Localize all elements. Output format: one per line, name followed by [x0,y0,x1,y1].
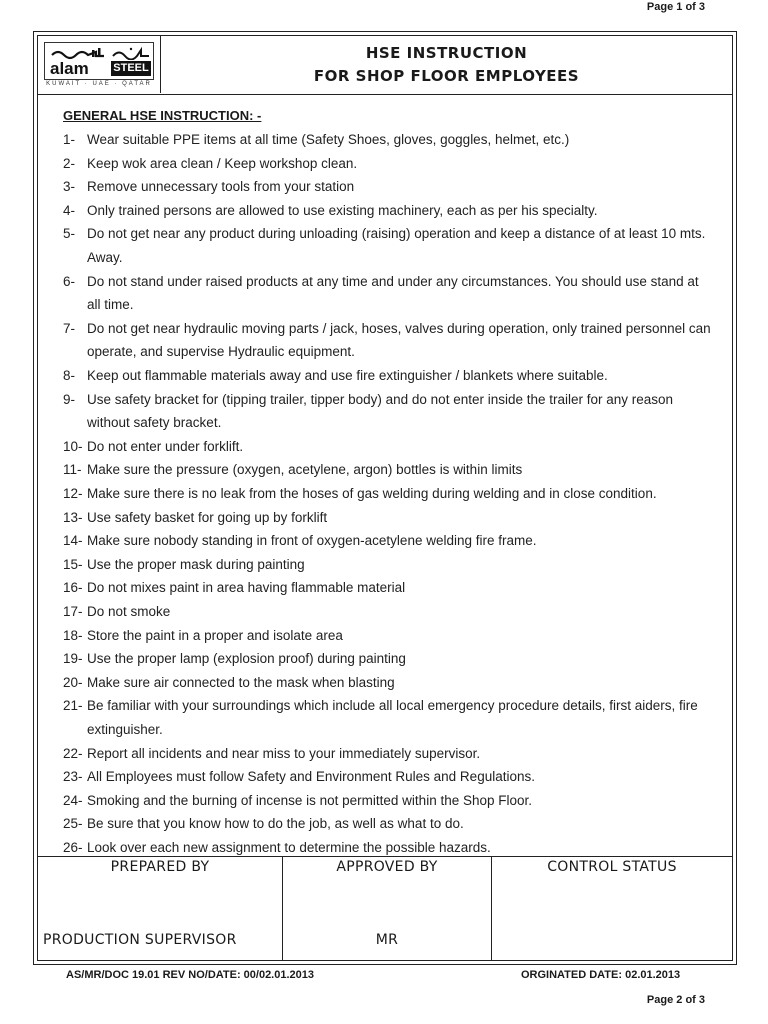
document-frame [33,31,737,965]
instruction-text: Smoking and the burning of incense is not permitted within the Shop Floor. [87,792,533,808]
instruction-number: 17- [63,604,83,619]
control-status-column [492,857,732,960]
instruction-item [63,694,713,741]
header-row [38,36,732,95]
logo-latin-text: alam [50,59,89,76]
document-reference: AS/MR/DOC 19.01 REV NO/DATE: 00/02.01.2013 [66,969,315,981]
instruction-item [63,742,713,766]
logo-countries: KUWAIT · UAE · QATAR [46,81,152,87]
instruction-number: 10- [63,438,83,454]
instruction-item [63,506,713,530]
page-number-top: Page 1 of 3 [646,1,705,13]
approval-table [38,856,732,960]
instruction-number: 4- [63,202,76,218]
instruction-number: 3- [63,179,76,195]
instruction-text: Do not stand under raised products at any time and under any circumstances. You should use stand at all time. [87,273,699,313]
instruction-text: Do not get near any product during unloading (raising) operation and keep a distance of at least 10 mts. Away. [87,226,706,265]
approved-by-column [283,857,492,960]
instruction-number: 2- [63,155,76,171]
instruction-text: Look over each new assignment to determine the possible hazards. [87,840,491,855]
instruction-item [63,317,713,364]
instruction-text: Be familiar with your surroundings which include all local emergency procedure details, first aiders, fire extinguisher. [87,698,698,737]
instruction-item [63,199,713,223]
instruction-text: All Employees must follow Safety and Environment Rules and Regulations. [87,769,535,785]
instruction-item [63,553,713,577]
instruction-text: Do not smoke [87,604,171,619]
instruction-number: 21- [63,698,83,714]
instruction-text: Use safety basket for going up by forklift [87,509,328,525]
instruction-item [63,765,713,789]
instruction-item [63,435,713,459]
instruction-item [63,270,713,317]
instruction-item [63,152,713,176]
instruction-text: Wear suitable PPE items at all time (Safety Shoes, gloves, goggles, helmet, etc.) [87,132,570,147]
instruction-number: 13- [63,509,83,525]
instruction-number: 15- [63,556,83,572]
prepared-by-label: PREPARED BY [110,859,210,875]
instruction-number: 8- [63,368,76,383]
instruction-number: 11- [63,462,82,478]
instruction-text: Make sure there is no leak from the hoses of gas welding during welding and in close condition. [87,486,657,501]
instruction-text: Keep out flammable materials away and use fire extinguisher / blankets where suitable. [87,368,608,383]
approved-by-value: MR [375,932,399,948]
instruction-text: Store the paint in a proper and isolate area [87,627,343,643]
instruction-number: 23- [63,769,83,785]
instruction-item [63,482,713,506]
instruction-item [63,576,713,600]
instruction-item [63,458,713,482]
instruction-number: 19- [63,651,83,667]
instruction-text: Do not mixes paint in area having flammable material [87,580,406,596]
instruction-number: 1- [63,132,76,147]
instruction-number: 18- [63,627,83,643]
instruction-item [63,789,713,813]
logo-cell [38,36,161,93]
page-number-bottom: Page 2 of 3 [646,994,705,1006]
instruction-number: 24- [63,792,83,808]
instruction-number: 20- [63,674,83,690]
instruction-number: 5- [63,226,76,242]
title-line-1: HSE INSTRUCTION [365,44,528,62]
instruction-text: Keep wok area clean / Keep workshop clean. [87,155,358,171]
instruction-item [63,128,713,152]
company-logo [44,42,154,80]
instruction-text: Do not enter under forklift. [87,438,244,454]
instruction-item [63,671,713,695]
section-heading: GENERAL HSE INSTRUCTION: - [63,108,262,123]
prepared-by-value: PRODUCTION SUPERVISOR [43,932,237,948]
instruction-item [63,624,713,648]
instruction-item [63,600,713,624]
instruction-number: 9- [63,391,76,407]
instruction-item [63,388,713,435]
instruction-text: Remove unnecessary tools from your station [87,179,355,195]
instruction-number: 14- [63,533,83,549]
instruction-text: Do not get near hydraulic moving parts / jack, hoses, valves during operation, only trained personnel can operate, and supervise Hydraulic equipment. [87,320,711,360]
instruction-number: 16- [63,580,83,596]
instruction-item [63,175,713,199]
instruction-item [63,222,713,269]
instruction-text: Make sure the pressure (oxygen, acetylene, argon) bottles is within limits [87,462,523,478]
instruction-text: Only trained persons are allowed to use existing machinery, each as per his specialty. [87,202,598,218]
instruction-text: Use safety bracket for (tipping trailer, tipper body) and do not enter inside the trailer for any reason without safety bracket. [87,391,674,431]
instruction-number: 12- [63,486,83,501]
instruction-item [63,529,713,553]
instruction-text: Use the proper mask during painting [87,556,305,572]
logo-arabic-script-icon [111,46,151,60]
instruction-number: 6- [63,273,76,289]
instruction-item [63,364,713,388]
instruction-text: Be sure that you know how to do the job, as well as what to do. [87,816,464,832]
approved-by-label: APPROVED BY [336,859,438,875]
instruction-number: 22- [63,745,83,761]
instruction-number: 25- [63,816,83,832]
instruction-item [63,812,713,836]
instruction-number: 26- [63,840,83,855]
logo-steel-badge: STEEL [111,61,151,76]
control-status-label: CONTROL STATUS [547,859,677,875]
originated-date: ORGINATED DATE: 02.01.2013 [521,969,681,981]
instruction-item [63,647,713,671]
instruction-text: Make sure air connected to the mask when blasting [87,674,395,690]
instruction-text: Use the proper lamp (explosion proof) during painting [87,651,406,667]
document-inner-frame [37,35,733,961]
instruction-text: Report all incidents and near miss to your immediately supervisor. [87,745,481,761]
prepared-by-column [38,857,283,960]
instruction-number: 7- [63,320,76,336]
document-title [161,36,732,93]
instruction-text: Make sure nobody standing in front of oxygen-acetylene welding fire frame. [87,533,537,549]
title-line-2: FOR SHOP FLOOR EMPLOYEES [313,67,580,85]
alam-logo-icon [48,46,108,76]
